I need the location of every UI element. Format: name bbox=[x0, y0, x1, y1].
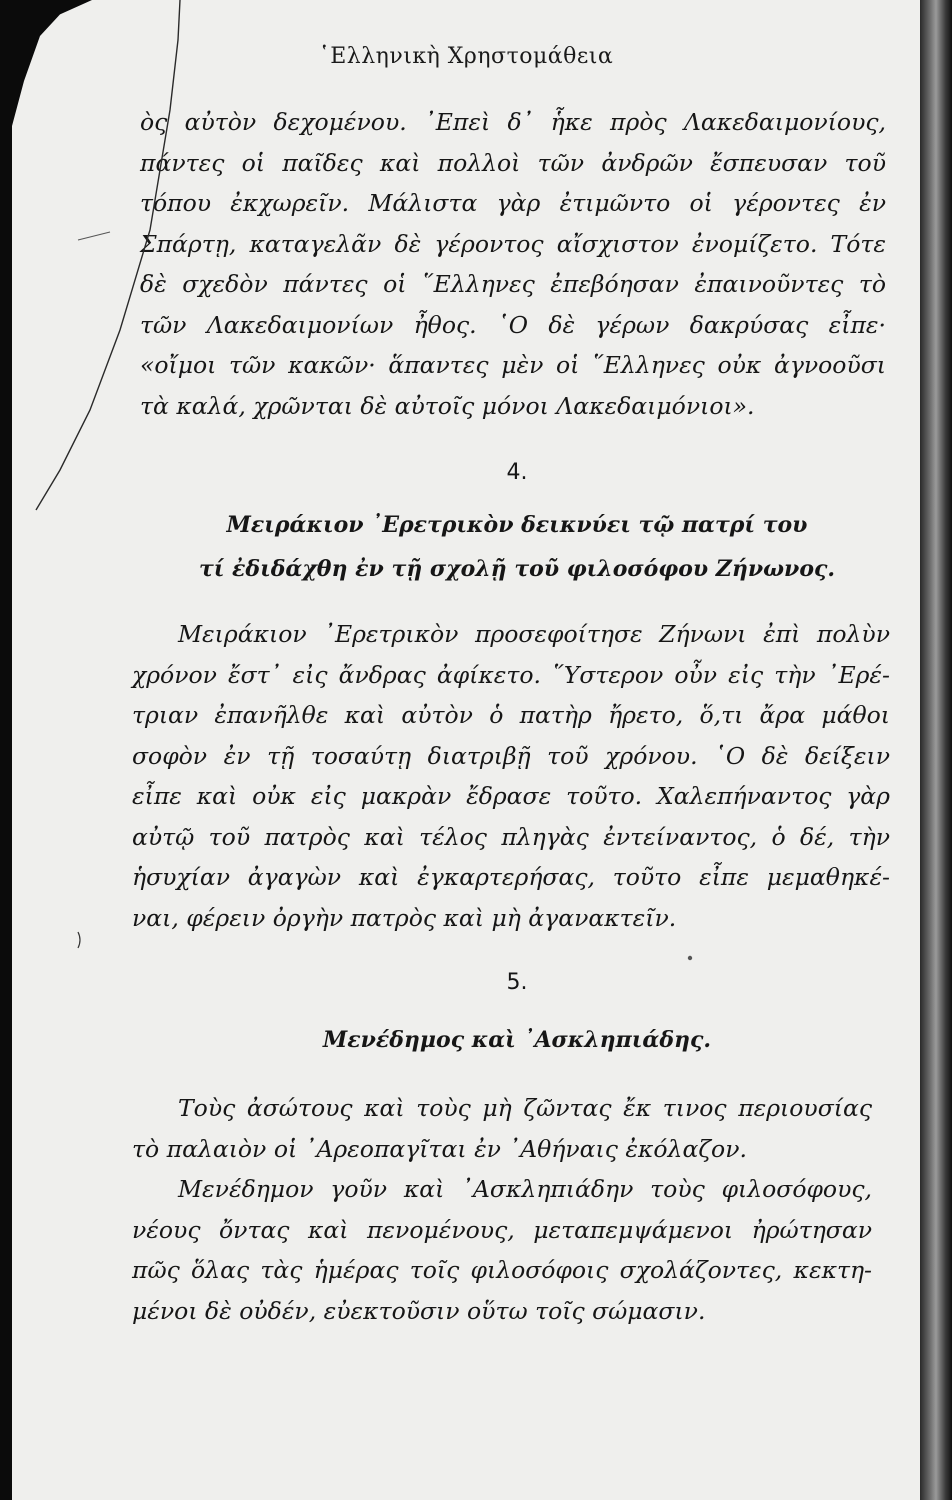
section-title-5 bbox=[12, 1018, 920, 1062]
text-line: τόπου ἐκχωρεῖν. Μάλιστα γὰρ ἐτιμῶντο οἱ γέροντες ἐν bbox=[140, 189, 886, 217]
text-line: ἡσυχίαν ἀγαγὼν καὶ ἐγκαρτερήσας, τοῦτο εἶπε μεμαθηκέ- bbox=[132, 863, 890, 891]
text-line: Μενέδημον γοῦν καὶ ᾿Ασκληπιάδην τοὺς φιλοσόφους, bbox=[178, 1175, 872, 1203]
text-line: μένοι δὲ οὐδέν, εὐεκτοῦσιν οὕτω τοῖς σώμασιν. bbox=[132, 1296, 706, 1325]
section-title-line: Μειράκιον ᾿Ερετρικὸν δεικνύει τῷ πατρί του bbox=[226, 512, 808, 538]
text-line: ναι, φέρειν ὀργὴν πατρὸς καὶ μὴ ἀγανακτεῖν. bbox=[132, 903, 677, 932]
page-edge-shadow bbox=[920, 0, 952, 1500]
text-line: Σπάρτῃ, καταγελᾶν δὲ γέροντος αἴσχιστον ἐνομίζετο. Τότε bbox=[140, 229, 886, 258]
text-line: τὰ καλά, χρῶνται δὲ αὐτοῖς μόνοι Λακεδαιμόνιοι». bbox=[140, 391, 755, 420]
text-line: αὐτῷ τοῦ πατρὸς καὶ τέλος πληγὰς ἐντείναντος, ὁ δέ, τὴν bbox=[132, 822, 890, 851]
section-number-4: 4. bbox=[506, 460, 528, 485]
book-page bbox=[12, 0, 920, 1500]
section-title-4 bbox=[12, 503, 920, 591]
section-title-line: Μενέδημος καὶ ᾿Ασκληπιάδης. bbox=[322, 1027, 712, 1053]
text-line: τριαν ἐπανῆλθε καὶ αὐτὸν ὁ πατὴρ ἤρετο, ὅ,τι ἄρα μάθοι bbox=[132, 701, 890, 729]
section-5-text bbox=[132, 1088, 872, 1331]
text-line: τὸ παλαιὸν οἱ ᾿Αρεοπαγῖται ἐν ᾿Αθήναις ἐκόλαζον. bbox=[132, 1134, 747, 1163]
torn-corner bbox=[12, 0, 92, 180]
section-title-line: τί ἐδιδάχθη ἐν τῇ σχολῇ τοῦ φιλοσόφου Ζήνωνος. bbox=[198, 556, 836, 582]
text-line: Μειράκιον ᾿Ερετρικὸν προσεφοίτησε Ζήνωνι ἐπὶ πολὺν bbox=[178, 620, 890, 648]
text-line: σοφὸν ἐν τῇ τοσαύτῃ διατριβῇ τοῦ χρόνου. ῾Ο δὲ δείξειν bbox=[132, 741, 890, 770]
text-line: τῶν Λακεδαιμονίων ἦθος. ῾Ο δὲ γέρων δακρύσας εἶπε· bbox=[140, 310, 886, 339]
text-line: χρόνον ἔστ᾿ εἰς ἄνδρας ἀφίκετο. ῞Υστερον οὖν εἰς τὴν ᾿Ερέ- bbox=[132, 660, 890, 689]
text-line: πῶς ὅλας τὰς ἡμέρας τοῖς φιλοσόφοις σχολάζοντες, κεκτη- bbox=[132, 1256, 872, 1284]
running-head: ῾Ελληνικὴ Χρηστομάθεια bbox=[318, 44, 614, 69]
text-line: Τοὺς ἀσώτους καὶ τοὺς μὴ ζῶντας ἔκ τινος περιουσίας bbox=[178, 1094, 872, 1122]
section-number-5: 5. bbox=[506, 970, 528, 995]
text-line: δὲ σχεδὸν πάντες οἱ ῞Ελληνες ἐπεβόησαν ἐπαινοῦντες τὸ bbox=[140, 270, 886, 298]
text-line: ὸς αὐτὸν δεχομένου. ᾿Επεὶ δ᾿ ἧκε πρὸς Λακεδαιμονίους, bbox=[140, 108, 886, 136]
text-line: νέους ὄντας καὶ πενομένους, μεταπεμψάμενοι ἠρώτησαν bbox=[132, 1215, 872, 1244]
section-4-text bbox=[132, 614, 890, 938]
text-line: εἶπε καὶ οὐκ εἰς μακρὰν ἔδρασε τοῦτο. Χαλεπήναντος γὰρ bbox=[132, 782, 890, 810]
text-line: πάντες οἱ παῖδες καὶ πολλοὶ τῶν ἀνδρῶν ἔσπευσαν τοῦ bbox=[140, 148, 886, 177]
passage-top bbox=[140, 102, 886, 426]
text-line: «οἴμοι τῶν κακῶν· ἅπαντες μὲν οἱ ῞Ελληνες οὐκ ἀγνοοῦσι bbox=[140, 351, 886, 379]
